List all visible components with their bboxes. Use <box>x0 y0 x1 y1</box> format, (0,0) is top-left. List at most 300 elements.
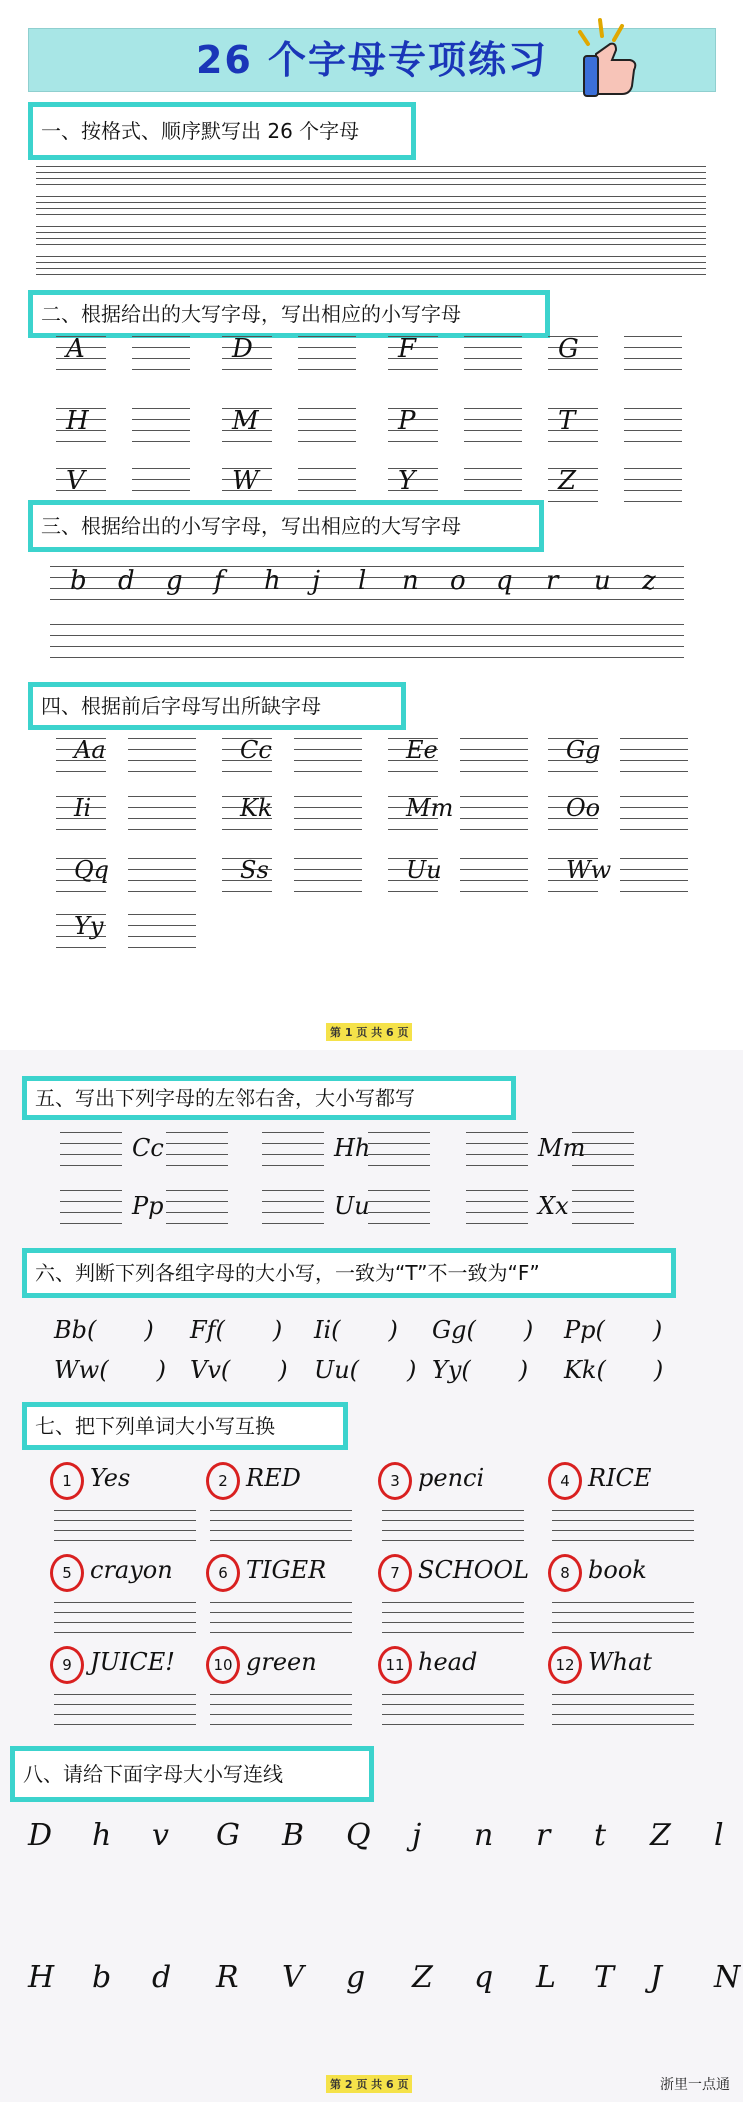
match-letter-bottom[interactable]: N <box>714 1960 741 1995</box>
lowercase-letter: b <box>70 566 87 596</box>
thumbs-up-icon <box>566 14 646 104</box>
answer-line <box>624 430 682 431</box>
answer-line <box>262 1201 324 1202</box>
answer-line <box>464 490 522 491</box>
answer-line <box>552 1612 694 1613</box>
answer-line <box>552 1724 694 1725</box>
lowercase-letter: l <box>358 566 367 596</box>
answer-line <box>460 771 528 772</box>
uppercase-letter: A <box>66 334 85 364</box>
answer-line <box>464 479 522 480</box>
answer-line <box>128 914 196 915</box>
answer-line <box>368 1201 430 1202</box>
answer-line <box>128 749 196 750</box>
match-letter-top[interactable]: v <box>152 1818 169 1853</box>
answer-line <box>620 771 688 772</box>
letter-pair: Ee <box>406 736 438 764</box>
letter-guide-line <box>56 771 106 772</box>
letter-pair: Kk <box>240 794 273 822</box>
uppercase-letter: G <box>558 334 579 364</box>
letter-pair: Aa <box>74 736 106 764</box>
answer-line <box>128 891 196 892</box>
answer-line <box>552 1704 694 1705</box>
answer-line <box>132 347 190 348</box>
letter-guide-line <box>50 577 684 578</box>
word-to-convert: SCHOOL <box>418 1556 530 1584</box>
letter-pair: Ii <box>74 794 92 822</box>
answer-line <box>166 1212 228 1213</box>
number-circle: 6 <box>206 1554 240 1592</box>
word-to-convert: book <box>588 1556 647 1584</box>
answer-line <box>460 818 528 819</box>
uppercase-letter: Y <box>398 466 416 496</box>
answer-line <box>572 1212 634 1213</box>
answer-line <box>572 1223 634 1224</box>
answer-line <box>382 1694 524 1695</box>
lowercase-letter: r <box>546 566 559 596</box>
lowercase-letter: d <box>118 566 135 596</box>
word-to-convert: JUICE! <box>90 1648 175 1676</box>
letter-guide-line <box>222 771 272 772</box>
answer-line <box>50 624 684 625</box>
match-letter-top[interactable]: h <box>92 1818 112 1853</box>
answer-line <box>382 1612 524 1613</box>
letter-pair: Cc <box>132 1134 164 1162</box>
writing-line <box>36 268 706 269</box>
answer-line <box>460 829 528 830</box>
letter-guide-line <box>548 501 598 502</box>
match-letter-top[interactable]: r <box>536 1818 551 1853</box>
letter-pair: Qq <box>74 856 110 884</box>
answer-line <box>464 408 522 409</box>
answer-line <box>298 490 356 491</box>
page-title: 26 个字母专项练习 <box>195 38 549 82</box>
answer-line <box>382 1704 524 1705</box>
number-circle: 12 <box>548 1646 582 1684</box>
answer-line <box>294 829 362 830</box>
answer-line <box>128 807 196 808</box>
number-circle: 8 <box>548 1554 582 1592</box>
number-circle: 4 <box>548 1462 582 1500</box>
answer-line <box>624 369 682 370</box>
writing-line <box>36 208 706 209</box>
answer-line <box>620 818 688 819</box>
match-letter-top[interactable]: D <box>28 1818 53 1853</box>
letter-judge-item: Bb( ) <box>54 1316 154 1344</box>
word-to-convert: TIGER <box>246 1556 327 1584</box>
answer-line <box>298 479 356 480</box>
answer-line <box>210 1724 352 1725</box>
answer-line <box>624 468 682 469</box>
answer-line <box>166 1190 228 1191</box>
answer-line <box>464 441 522 442</box>
answer-line <box>262 1212 324 1213</box>
answer-line <box>294 891 362 892</box>
answer-line <box>128 829 196 830</box>
answer-line <box>60 1132 122 1133</box>
word-to-convert: green <box>246 1648 317 1676</box>
lowercase-letter: n <box>402 566 419 596</box>
answer-line <box>466 1201 528 1202</box>
number-circle: 2 <box>206 1462 240 1500</box>
answer-line <box>368 1154 430 1155</box>
word-to-convert: crayon <box>90 1556 173 1584</box>
answer-line <box>460 858 528 859</box>
answer-line <box>552 1714 694 1715</box>
answer-line <box>132 490 190 491</box>
answer-line <box>552 1632 694 1633</box>
match-letter-bottom[interactable]: Z <box>412 1960 433 1995</box>
number-circle: 11 <box>378 1646 412 1684</box>
writing-line <box>36 184 706 185</box>
answer-line <box>262 1190 324 1191</box>
answer-line <box>552 1510 694 1511</box>
letter-judge-item: Ii( ) <box>314 1316 398 1344</box>
answer-line <box>368 1190 430 1191</box>
letter-judge-item: Kk( ) <box>564 1356 664 1384</box>
answer-line <box>54 1602 196 1603</box>
answer-line <box>262 1154 324 1155</box>
answer-line <box>210 1520 352 1521</box>
answer-line <box>298 369 356 370</box>
letter-guide-line <box>56 829 106 830</box>
answer-line <box>460 760 528 761</box>
answer-line <box>294 796 362 797</box>
answer-line <box>262 1165 324 1166</box>
section-1-header: 一、按格式、顺序默写出 26 个字母 <box>28 102 416 160</box>
match-letter-top[interactable]: G <box>216 1818 240 1853</box>
answer-line <box>166 1201 228 1202</box>
section-8-header: 八、请给下面字母大小写连线 <box>10 1746 374 1802</box>
answer-line <box>132 336 190 337</box>
section-5-header: 五、写出下列字母的左邻右舍，大小写都写 <box>22 1076 516 1120</box>
answer-line <box>460 869 528 870</box>
answer-line <box>382 1530 524 1531</box>
answer-line <box>464 419 522 420</box>
uppercase-letter: D <box>232 334 253 364</box>
answer-line <box>128 738 196 739</box>
section-4-header: 四、根据前后字母写出所缺字母 <box>28 682 406 730</box>
match-letter-top[interactable]: Z <box>650 1818 671 1853</box>
answer-line <box>382 1622 524 1623</box>
letter-judge-item: Uu( ) <box>314 1356 417 1384</box>
match-letter-top[interactable]: B <box>282 1818 305 1853</box>
answer-line <box>54 1510 196 1511</box>
letter-guide-line <box>56 441 106 442</box>
match-letter-top[interactable]: j <box>412 1818 422 1853</box>
answer-line <box>210 1622 352 1623</box>
answer-line <box>294 858 362 859</box>
answer-line <box>466 1165 528 1166</box>
letter-guide-line <box>388 891 438 892</box>
answer-line <box>466 1132 528 1133</box>
answer-line <box>624 347 682 348</box>
answer-line <box>552 1540 694 1541</box>
section-3-header: 三、根据给出的小写字母，写出相应的大写字母 <box>28 500 544 552</box>
answer-line <box>54 1622 196 1623</box>
writing-line <box>36 172 706 173</box>
answer-line <box>54 1724 196 1725</box>
writing-line <box>36 226 706 227</box>
answer-line <box>294 771 362 772</box>
answer-line <box>132 419 190 420</box>
answer-line <box>620 869 688 870</box>
letter-guide-line <box>50 588 684 589</box>
answer-line <box>572 1132 634 1133</box>
answer-line <box>460 738 528 739</box>
uppercase-letter: Z <box>558 466 577 496</box>
match-letter-bottom[interactable]: d <box>152 1960 172 1995</box>
match-letter-top[interactable]: t <box>594 1818 607 1853</box>
word-to-convert: penci <box>418 1464 485 1492</box>
writing-line <box>36 214 706 215</box>
letter-pair: Pp <box>132 1192 164 1220</box>
letter-guide-line <box>388 771 438 772</box>
letter-guide-line <box>56 369 106 370</box>
answer-line <box>464 430 522 431</box>
letter-guide-line <box>50 566 684 567</box>
answer-line <box>552 1530 694 1531</box>
letter-judge-item: Ww( ) <box>54 1356 166 1384</box>
word-to-convert: head <box>418 1648 478 1676</box>
letter-guide-line <box>548 829 598 830</box>
answer-line <box>54 1714 196 1715</box>
answer-line <box>132 408 190 409</box>
answer-line <box>460 891 528 892</box>
letter-guide-line <box>548 369 598 370</box>
answer-line <box>60 1154 122 1155</box>
answer-line <box>128 771 196 772</box>
writing-line <box>36 256 706 257</box>
uppercase-letter: V <box>66 466 85 496</box>
answer-line <box>50 635 684 636</box>
answer-line <box>294 749 362 750</box>
answer-line <box>298 419 356 420</box>
writing-line <box>36 262 706 263</box>
answer-line <box>624 441 682 442</box>
answer-line <box>132 430 190 431</box>
answer-line <box>128 796 196 797</box>
letter-pair: Hh <box>334 1134 371 1162</box>
number-circle: 5 <box>50 1554 84 1592</box>
answer-line <box>166 1143 228 1144</box>
answer-line <box>382 1520 524 1521</box>
answer-line <box>466 1223 528 1224</box>
answer-line <box>552 1520 694 1521</box>
lowercase-letter: j <box>312 566 321 596</box>
answer-line <box>294 869 362 870</box>
writing-line <box>36 238 706 239</box>
answer-line <box>368 1143 430 1144</box>
answer-line <box>460 796 528 797</box>
answer-line <box>132 468 190 469</box>
answer-line <box>552 1622 694 1623</box>
letter-guide-line <box>548 771 598 772</box>
match-letter-bottom[interactable]: H <box>28 1960 55 1995</box>
match-letter-top[interactable]: Q <box>346 1818 371 1853</box>
answer-line <box>54 1520 196 1521</box>
letter-pair: Mm <box>406 794 454 822</box>
uppercase-letter: H <box>66 406 89 436</box>
answer-line <box>128 947 196 948</box>
answer-line <box>210 1510 352 1511</box>
answer-line <box>166 1165 228 1166</box>
answer-line <box>624 419 682 420</box>
answer-line <box>128 880 196 881</box>
answer-line <box>368 1165 430 1166</box>
lowercase-letter: h <box>264 566 281 596</box>
answer-line <box>368 1223 430 1224</box>
answer-line <box>132 369 190 370</box>
answer-line <box>624 408 682 409</box>
answer-line <box>210 1704 352 1705</box>
answer-line <box>210 1602 352 1603</box>
word-to-convert: What <box>588 1648 653 1676</box>
match-letter-bottom[interactable]: J <box>650 1960 663 1995</box>
answer-line <box>624 490 682 491</box>
lowercase-letter: g <box>166 566 183 596</box>
match-letter-bottom[interactable]: q <box>474 1960 494 1995</box>
number-circle: 1 <box>50 1462 84 1500</box>
answer-line <box>60 1143 122 1144</box>
answer-line <box>624 336 682 337</box>
answer-line <box>54 1530 196 1531</box>
answer-line <box>298 336 356 337</box>
word-to-convert: RED <box>246 1464 301 1492</box>
answer-line <box>54 1612 196 1613</box>
answer-line <box>298 408 356 409</box>
answer-line <box>620 880 688 881</box>
answer-line <box>572 1165 634 1166</box>
uppercase-letter: M <box>232 406 259 436</box>
answer-line <box>262 1143 324 1144</box>
uppercase-letter: T <box>558 406 576 436</box>
match-letter-top[interactable]: l <box>714 1818 724 1853</box>
letter-pair: Ss <box>240 856 269 884</box>
letter-guide-line <box>388 441 438 442</box>
answer-line <box>60 1212 122 1213</box>
writing-line <box>36 166 706 167</box>
answer-line <box>620 796 688 797</box>
answer-line <box>572 1190 634 1191</box>
answer-line <box>128 936 196 937</box>
writing-line <box>36 232 706 233</box>
answer-line <box>132 358 190 359</box>
answer-line <box>464 358 522 359</box>
page-1-footer: 第 1 页 共 6 页 <box>326 1023 412 1041</box>
letter-pair: Yy <box>74 912 104 940</box>
letter-judge-item: Yy( ) <box>432 1356 529 1384</box>
answer-line <box>298 358 356 359</box>
answer-line <box>50 657 684 658</box>
answer-line <box>368 1132 430 1133</box>
writing-line <box>36 244 706 245</box>
answer-line <box>464 347 522 348</box>
letter-guide-line <box>50 599 684 600</box>
answer-line <box>464 336 522 337</box>
letter-pair: Uu <box>406 856 442 884</box>
answer-line <box>128 858 196 859</box>
letter-guide-line <box>222 369 272 370</box>
uppercase-letter: P <box>398 406 416 436</box>
answer-line <box>50 646 684 647</box>
answer-line <box>382 1540 524 1541</box>
page-2-footer: 第 2 页 共 6 页 <box>326 2075 412 2093</box>
answer-line <box>262 1132 324 1133</box>
writing-line <box>36 274 706 275</box>
answer-line <box>382 1632 524 1633</box>
answer-line <box>460 880 528 881</box>
answer-line <box>624 501 682 502</box>
answer-line <box>382 1714 524 1715</box>
answer-line <box>210 1714 352 1715</box>
letter-guide-line <box>388 829 438 830</box>
writing-line <box>36 178 706 179</box>
letter-guide-line <box>388 369 438 370</box>
answer-line <box>132 441 190 442</box>
letter-pair: Mm <box>538 1134 586 1162</box>
match-letter-bottom[interactable]: L <box>536 1960 556 1995</box>
letter-judge-item: Pp( ) <box>564 1316 663 1344</box>
answer-line <box>620 749 688 750</box>
match-letter-bottom[interactable]: R <box>216 1960 239 1995</box>
answer-line <box>210 1540 352 1541</box>
letter-guide-line <box>222 829 272 830</box>
lowercase-letter: f <box>214 566 224 596</box>
lowercase-letter: o <box>450 566 466 596</box>
match-letter-bottom[interactable]: g <box>346 1960 366 1995</box>
answer-line <box>128 818 196 819</box>
uppercase-letter: F <box>398 334 417 364</box>
match-letter-top[interactable]: n <box>474 1818 494 1853</box>
number-circle: 7 <box>378 1554 412 1592</box>
match-letter-bottom[interactable]: V <box>282 1960 304 1995</box>
letter-pair: Ww <box>566 856 612 884</box>
answer-line <box>210 1632 352 1633</box>
word-to-convert: RICE <box>588 1464 652 1492</box>
match-letter-bottom[interactable]: T <box>594 1960 615 1995</box>
answer-line <box>54 1704 196 1705</box>
answer-line <box>166 1154 228 1155</box>
answer-line <box>552 1602 694 1603</box>
uppercase-letter: W <box>232 466 259 496</box>
answer-line <box>620 738 688 739</box>
answer-line <box>60 1201 122 1202</box>
letter-pair: Cc <box>240 736 272 764</box>
letter-guide-line <box>222 891 272 892</box>
answer-line <box>60 1165 122 1166</box>
answer-line <box>466 1154 528 1155</box>
answer-line <box>298 347 356 348</box>
answer-line <box>210 1530 352 1531</box>
answer-line <box>620 891 688 892</box>
answer-line <box>166 1223 228 1224</box>
answer-line <box>60 1190 122 1191</box>
answer-line <box>132 479 190 480</box>
number-circle: 3 <box>378 1462 412 1500</box>
letter-judge-item: Gg( ) <box>432 1316 534 1344</box>
letter-pair: Oo <box>566 794 601 822</box>
answer-line <box>368 1212 430 1213</box>
answer-line <box>54 1632 196 1633</box>
section-2-header: 二、根据给出的大写字母，写出相应的小写字母 <box>28 290 550 338</box>
answer-line <box>620 858 688 859</box>
answer-line <box>294 807 362 808</box>
writing-line <box>36 202 706 203</box>
match-letter-bottom[interactable]: b <box>92 1960 112 1995</box>
answer-line <box>294 880 362 881</box>
letter-pair: Uu <box>334 1192 370 1220</box>
